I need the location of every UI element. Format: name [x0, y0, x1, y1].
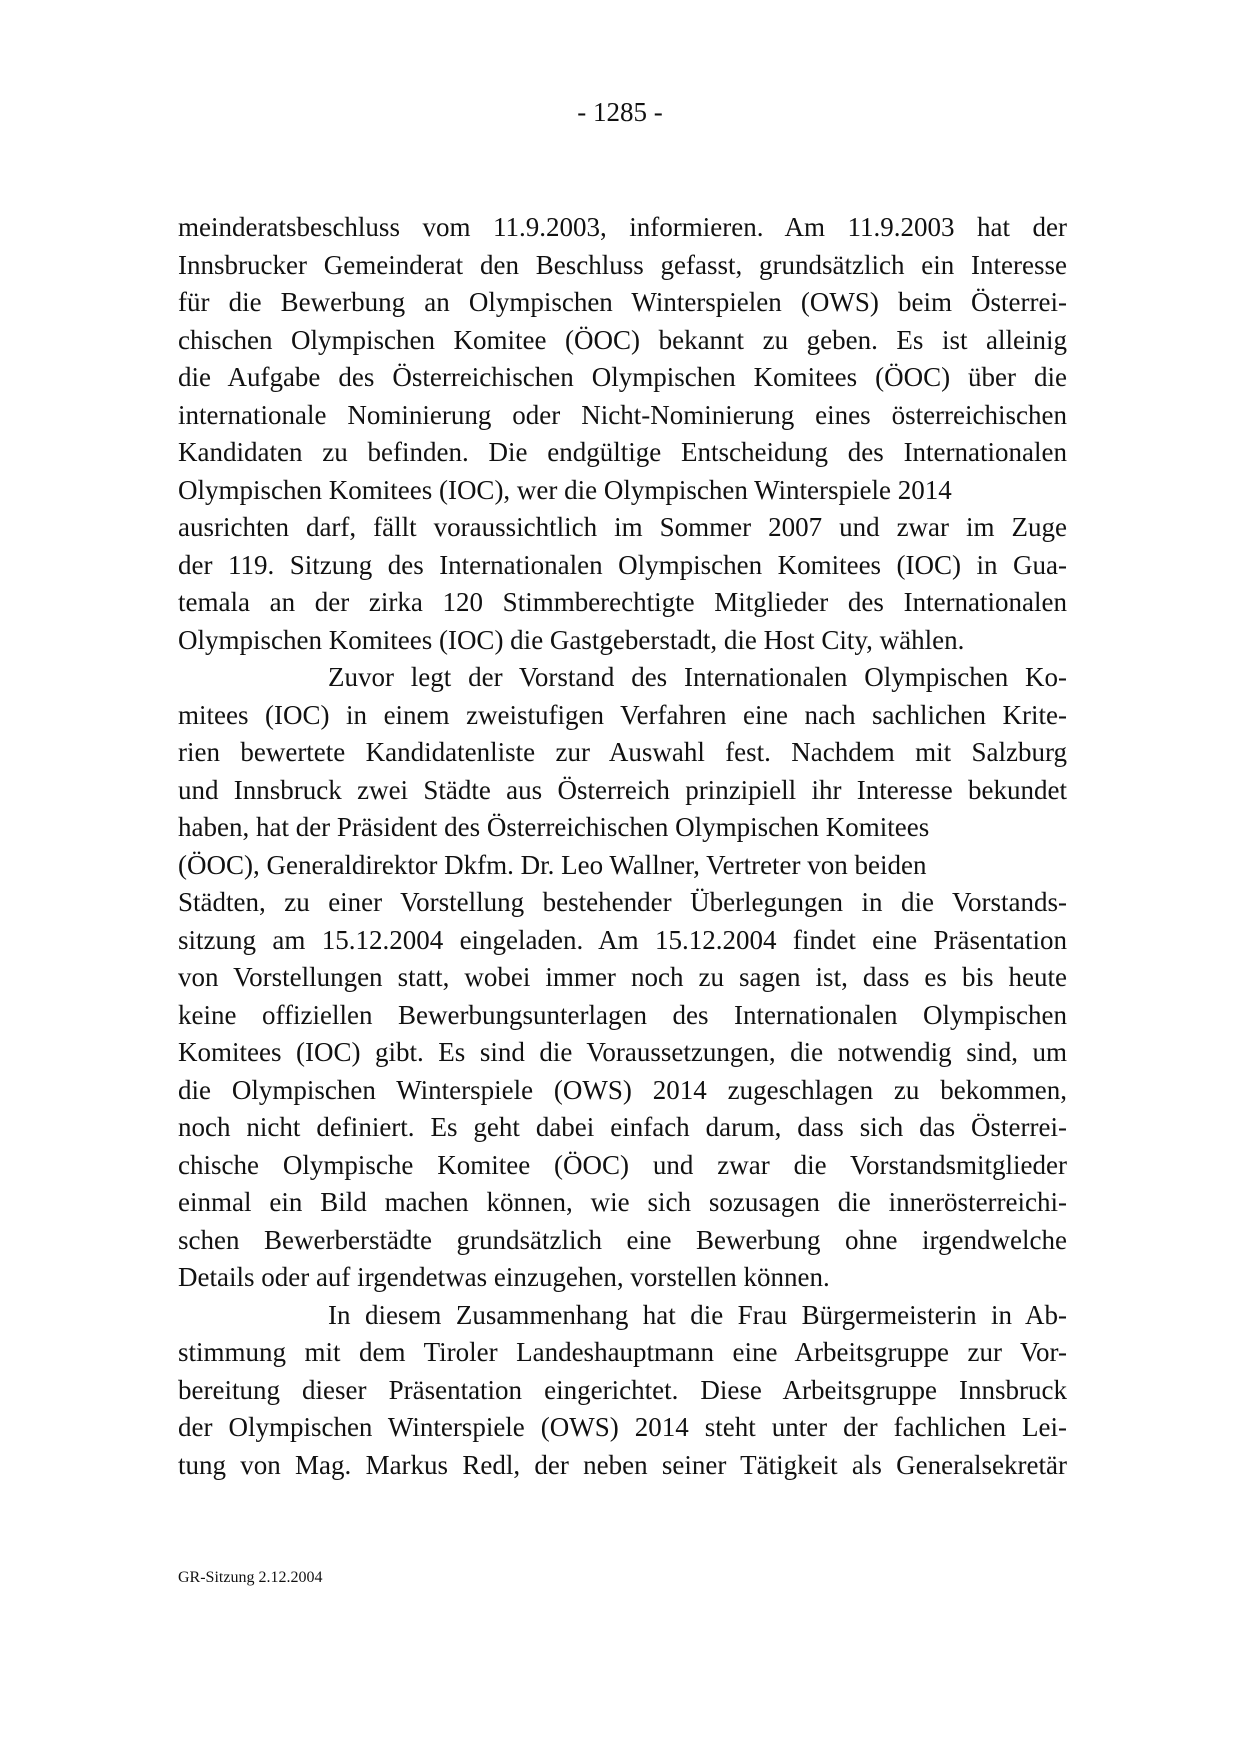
text-line: mitees (IOC) in einem zweistufigen Verfahren eine nach sachlichen Krite-: [178, 699, 1067, 730]
text-line: der 119. Sitzung des Internationalen Olympischen Komitees (IOC) in Gua-: [178, 549, 1067, 580]
text-line: stimmung mit dem Tiroler Landeshauptmann eine Arbeitsgruppe zur Vor-: [178, 1337, 1067, 1367]
text-line: der Olympischen Winterspiele (OWS) 2014 steht unter der fachlichen Lei-: [178, 1412, 1067, 1442]
text-line: tung von Mag. Markus Redl, der neben seiner Tätigkeit als Generalsekretär: [178, 1449, 1067, 1480]
text-line: Olympischen Komitees (IOC) die Gastgeberstadt, die Host City, wählen.: [178, 624, 965, 655]
text-line: chische Olympische Komitee (ÖOC) und zwar die Vorstandsmitglieder: [178, 1149, 1067, 1180]
text-line: Kandidaten zu befinden. Die endgültige Entscheidung des Internationalen: [178, 437, 1067, 467]
text-line: und Innsbruck zwei Städte aus Österreich prinzipiell ihr Interesse bekundet: [178, 774, 1067, 805]
text-line: Innsbrucker Gemeinderat den Beschluss gefasst, grundsätzlich ein Interesse: [178, 249, 1067, 280]
text-line: für die Bewerbung an Olympischen Winterspielen (OWS) beim Österrei-: [178, 287, 1067, 317]
text-line: keine offiziellen Bewerbungsunterlagen des Internationalen Olympischen: [178, 999, 1067, 1030]
text-line: einmal ein Bild machen können, wie sich sozusagen die innerösterreichi-: [178, 1187, 1067, 1217]
text-line: internationale Nominierung oder Nicht-Nominierung eines österreichischen: [178, 399, 1067, 430]
text-line: temala an der zirka 120 Stimmberechtigte Mitglieder des Internationalen: [178, 587, 1067, 617]
text-line: (ÖOC), Generaldirektor Dkfm. Dr. Leo Wallner, Vertreter von beiden: [178, 849, 927, 880]
text-line: die Aufgabe des Österreichischen Olympischen Komitees (ÖOC) über die: [178, 362, 1067, 392]
text-line: die Olympischen Winterspiele (OWS) 2014 zugeschlagen zu bekommen,: [178, 1074, 1067, 1105]
text-line: haben, hat der Präsident des Österreichischen Olympischen Komitees: [178, 812, 930, 842]
text-line: sitzung am 15.12.2004 eingeladen. Am 15.12.2004 findet eine Präsentation: [178, 924, 1067, 955]
text-line: Olympischen Komitees (IOC), wer die Olympischen Winterspiele 2014: [178, 474, 952, 505]
text-line: meinderatsbeschluss vom 11.9.2003, informieren. Am 11.9.2003 hat der: [178, 212, 1067, 242]
text-line: rien bewertete Kandidatenliste zur Auswahl fest. Nachdem mit Salzburg: [178, 737, 1067, 767]
text-line: In diesem Zusammenhang hat die Frau Bürgermeisterin in Ab-: [328, 1299, 1067, 1330]
page-footer: GR-Sitzung 2.12.2004: [178, 1569, 323, 1586]
text-line: chischen Olympischen Komitee (ÖOC) bekannt zu geben. Es ist alleinig: [178, 324, 1067, 355]
text-line: ausrichten darf, fällt voraussichtlich im Sommer 2007 und zwar im Zuge: [178, 512, 1067, 542]
text-line: von Vorstellungen statt, wobei immer noch zu sagen ist, dass es bis heute: [178, 962, 1067, 992]
text-line: bereitung dieser Präsentation eingerichtet. Diese Arbeitsgruppe Innsbruck: [178, 1374, 1067, 1405]
text-line: Städten, zu einer Vorstellung bestehender Überlegungen in die Vorstands-: [178, 887, 1067, 917]
text-line: noch nicht definiert. Es geht dabei einfach darum, dass sich das Österrei-: [178, 1112, 1067, 1142]
text-line: Zuvor legt der Vorstand des Internationalen Olympischen Ko-: [328, 662, 1067, 692]
text-line: schen Bewerberstädte grundsätzlich eine Bewerbung ohne irgendwelche: [178, 1224, 1067, 1255]
page-number: - 1285 -: [577, 97, 663, 127]
text-line: Komitees (IOC) gibt. Es sind die Voraussetzungen, die notwendig sind, um: [178, 1037, 1067, 1067]
text-line: Details oder auf irgendetwas einzugehen, vorstellen können.: [178, 1262, 830, 1292]
body-text: [178, 209, 1067, 1484]
